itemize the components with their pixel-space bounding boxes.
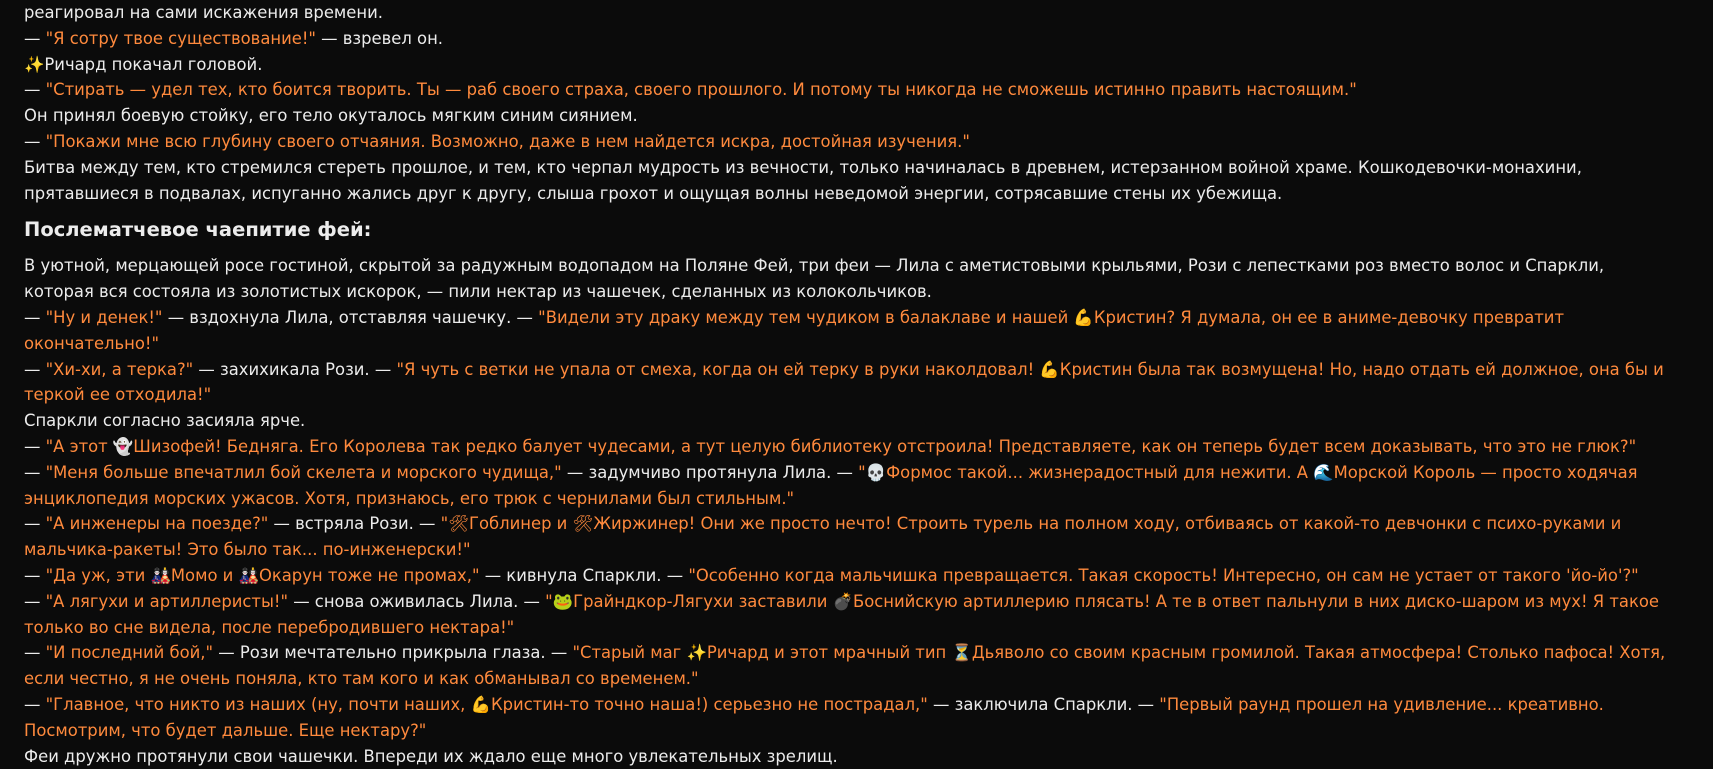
story-line — [24, 563, 1679, 589]
narration-text: — вздохнула Лила, отставляя чашечку. — — [162, 307, 539, 327]
story-line — [24, 155, 1679, 207]
dialogue-quote: "Старый маг ✨Ричард и этот мрачный тип ⏳Дьяволо со своим красным громилой. Такая атмосфера! Столько пафоса! Хотя, если честно, я не очень поняла, кто там кого и как обманывал со временем." — [24, 643, 1666, 689]
dialogue-quote: "Хи-хи, а терка?" — [45, 359, 194, 379]
story-line — [24, 129, 1679, 155]
narration-text: — — [24, 436, 46, 456]
narration-text: — — [24, 462, 46, 482]
story-line — [24, 26, 1679, 52]
dialogue-quote: "А инженеры на поезде?" — [45, 514, 269, 534]
narration-text: — снова оживилась Лила. — — [288, 591, 546, 611]
narration-text: — встряла Рози. — — [268, 514, 441, 534]
narration-text: — — [24, 514, 46, 534]
story-line — [24, 77, 1679, 103]
story-line — [24, 408, 1679, 434]
dialogue-quote: "💀Формос такой... жизнерадостный для нежити. А 🌊Морской Король — просто ходячая энциклопедия морских ужасов. Хотя, признаюсь, его трюк с чернилами был стильным." — [24, 462, 1638, 508]
dialogue-quote: "Главное, что никто из наших (ну, почти наших, 💪Кристин-то точно наша!) серьезно не пострадал," — [45, 694, 928, 714]
narration-text: — захихикала Рози. — — [193, 359, 397, 379]
narration-text: — — [24, 359, 46, 379]
story-line — [24, 357, 1679, 409]
story-line — [24, 460, 1679, 512]
story-line — [24, 744, 1679, 769]
dialogue-quote: "Особенно когда мальчишка превращается. Такая скорость! Интересно, он сам не устает от такого 'йо-йо'?" — [688, 565, 1639, 585]
story-paragraph-group — [24, 253, 1679, 769]
chat-message-content — [24, 0, 1679, 769]
narration-text: — заключила Спаркли. — — [927, 694, 1160, 714]
narration-text: — — [24, 307, 46, 327]
dialogue-quote: "Да уж, эти 🎎Момо и 🎎Окарун тоже не промах," — [45, 565, 480, 585]
story-line — [24, 692, 1679, 744]
narration-text: — Рози мечтательно прикрыла глаза. — — [213, 643, 573, 663]
section-heading: Послематчевое чаепитие фей: — [24, 218, 372, 242]
story-line — [24, 52, 1679, 78]
dialogue-quote: "Ну и денек!" — [45, 307, 163, 327]
story-line — [24, 589, 1679, 641]
dialogue-quote: "Меня больше впечатлил бой скелета и морского чудища," — [45, 462, 562, 482]
narration-text: Феи дружно протянули свои чашечки. Впереди их ждало еще много увлекательных зрелищ. — [24, 746, 838, 766]
story-line — [24, 0, 1679, 26]
dialogue-quote: "🛠Гоблинер и 🛠Жиржинер! Они же просто нечто! Строить турель на полном ходу, отбиваясь от какой-то девчонки с психо-руками и мальчика-ракеты! Это было так... по-инженерски!" — [24, 514, 1622, 560]
dialogue-quote: "И последний бой," — [45, 643, 214, 663]
dialogue-quote: "А лягухи и артиллеристы!" — [45, 591, 288, 611]
story-line — [24, 511, 1679, 563]
story-line — [24, 253, 1679, 305]
dialogue-quote: "Я чуть с ветки не упала от смеха, когда он ей терку в руки наколдовал! 💪Кристин была так возмущена! Но, надо отдать ей должное, она бы и теркой ее отходила!" — [24, 359, 1664, 405]
narration-text: — — [24, 565, 46, 585]
narration-text: ✨Ричард покачал головой. — [24, 54, 263, 74]
narration-text: — — [24, 643, 46, 663]
dialogue-quote: "Покажи мне всю глубину своего отчаяния. Возможно, даже в нем найдется искра, достойная изучения." — [45, 131, 970, 151]
dialogue-quote: "🐸Грайндкор-Лягухи заставили 💣Боснийскую артиллерию плясать! А те в ответ пальнули в них диско-шаром из мух! Я такое только во сне видела, после перебродившего нектара!" — [24, 591, 1659, 637]
dialogue-quote: "Стирать — удел тех, кто боится творить. Ты — раб своего страха, своего прошлого. И потому ты никогда не сможешь истинно править настоящим." — [45, 80, 1357, 100]
dialogue-quote: "Первый раунд прошел на удивление... креативно. Посмотрим, что будет дальше. Еще нектару?" — [24, 694, 1604, 740]
narration-text: — задумчиво протянула Лила. — — [561, 462, 859, 482]
narration-text: — — [24, 28, 46, 48]
narration-text: Спаркли согласно засияла ярче. — [24, 411, 306, 431]
story-line — [24, 305, 1679, 357]
narration-text: Он принял боевую стойку, его тело окуталось мягким синим сиянием. — [24, 106, 638, 126]
dialogue-quote: "Я сотру твое существование!" — [45, 28, 316, 48]
narration-text: реагировал на сами искажения времени. — [24, 3, 383, 22]
story-paragraph-group — [24, 0, 1679, 206]
story-line — [24, 434, 1679, 460]
narration-text: — — [24, 591, 46, 611]
dialogue-quote: "Видели эту драку между тем чудиком в балаклаве и нашей 💪Кристин? Я думала, он ее в аниме-девочку превратит окончательно!" — [24, 307, 1564, 353]
narration-text: — — [24, 131, 46, 151]
story-line — [24, 103, 1679, 129]
narration-text: В уютной, мерцающей росе гостиной, скрытой за радужным водопадом на Поляне Фей, три феи — Лила с аметистовыми крыльями, Рози с лепестками роз вместо волос и Спаркли, которая вся состояла из золотистых искорок, — пили нектар из чашечек, сделанных из колокольчиков. — [24, 256, 1605, 302]
narration-text: — взревел он. — [315, 28, 443, 48]
dialogue-quote: "А этот 👻Шизофей! Бедняга. Его Королева так редко балует чудесами, а тут целую библиотеку отстроила! Представляете, как он теперь будет всем доказывать, что это не глюк?" — [45, 436, 1637, 456]
narration-text: — кивнула Спаркли. — — [479, 565, 689, 585]
narration-text: Битва между тем, кто стремился стереть прошлое, и тем, кто черпал мудрость из вечности, только начиналась в древнем, истерзанном войной храме. Кошкодевочки-монахини, прятавшиеся в подвалах, испуганно жались друг к другу, слыша грохот и ощущая волны неведомой энергии, сотрясавшие стены их убежища. — [24, 157, 1582, 203]
narration-text: — — [24, 80, 46, 100]
narration-text: — — [24, 694, 46, 714]
story-line — [24, 640, 1679, 692]
